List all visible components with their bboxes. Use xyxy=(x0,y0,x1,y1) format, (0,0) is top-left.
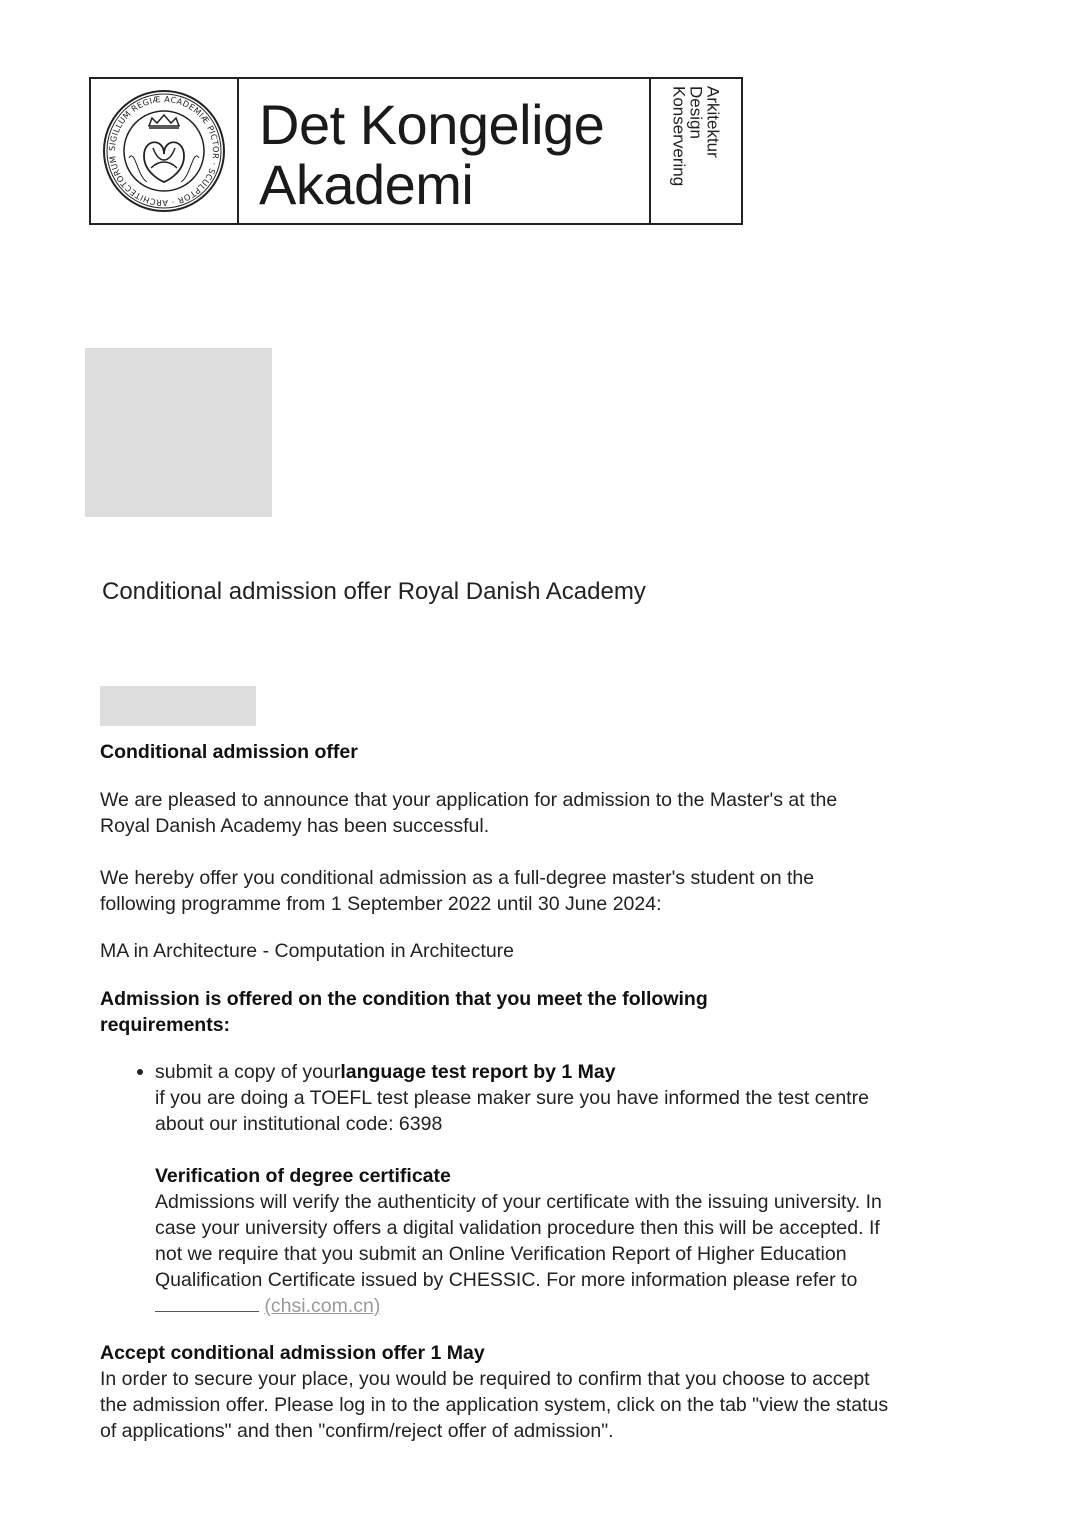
paragraph: We are pleased to announce that your application for admission to the Master's at the Royal Danish Academy has been successful. xyxy=(100,789,838,837)
academy-name-line2: Akademi xyxy=(259,153,474,216)
redacted-link xyxy=(155,1293,259,1312)
bullet-intro: submit a copy of your xyxy=(155,1061,341,1083)
discipline-item: Design xyxy=(686,86,706,139)
section-heading: Conditional admission offer xyxy=(100,741,358,763)
redacted-block xyxy=(100,686,256,726)
disciplines-box xyxy=(651,79,741,223)
accept-heading: Accept conditional admission offer 1 May xyxy=(100,1342,485,1364)
academy-seal xyxy=(91,79,239,223)
paragraph: We hereby offer you conditional admission as a full-degree master's student on the following programme from 1 September 2022 until 30 June 2024: xyxy=(100,867,815,915)
programme-name: MA in Architecture - Computation in Architecture xyxy=(100,940,515,962)
requirements-list xyxy=(130,1059,890,1319)
seal-icon xyxy=(99,86,229,216)
bullet-text: if you are doing a TOEFL test please maker sure you have informed the test centre about our institutional code: 6398 xyxy=(155,1087,869,1135)
seal-text: SIGILLUM REGIÆ ACADEMIÆ PICTOR · SCULPTOR · ARCHITECTORUM xyxy=(106,93,222,209)
discipline-item: Arkitektur xyxy=(703,86,723,158)
redacted-block xyxy=(85,348,272,517)
discipline-item: Konservering xyxy=(669,86,689,187)
verification-heading: Verification of degree certificate xyxy=(155,1165,451,1187)
conditions-heading: Admission is offered on the condition that you meet the following requirements: xyxy=(100,988,708,1036)
accept-paragraph: In order to secure your place, you would be required to confirm that you choose to accept the admission offer. Please log in to the application system, click on the tab "view the status of applications" and then "confirm/reject offer of admission". xyxy=(100,1368,889,1442)
bullet-icon xyxy=(137,1069,143,1075)
document-title: Conditional admission offer Royal Danish Academy xyxy=(102,578,646,605)
verification-text: Admissions will verify the authenticity of your certificate with the issuing university. In case your university offers a digital validation procedure then this will be accepted. If not we require that you submit an Online Verification Report of Higher Education Qualification Certificate issued by CHESSIC. For more information please refer to xyxy=(155,1191,882,1291)
list-item xyxy=(130,1059,890,1319)
academy-name xyxy=(239,79,651,223)
disciplines-list xyxy=(671,86,722,216)
bullet-bold: language test report by 1 May xyxy=(340,1061,616,1083)
letterhead xyxy=(89,77,743,225)
academy-name-line1: Det Kongelige xyxy=(259,93,605,156)
chsi-link[interactable]: (chsi.com.cn) xyxy=(264,1295,381,1317)
